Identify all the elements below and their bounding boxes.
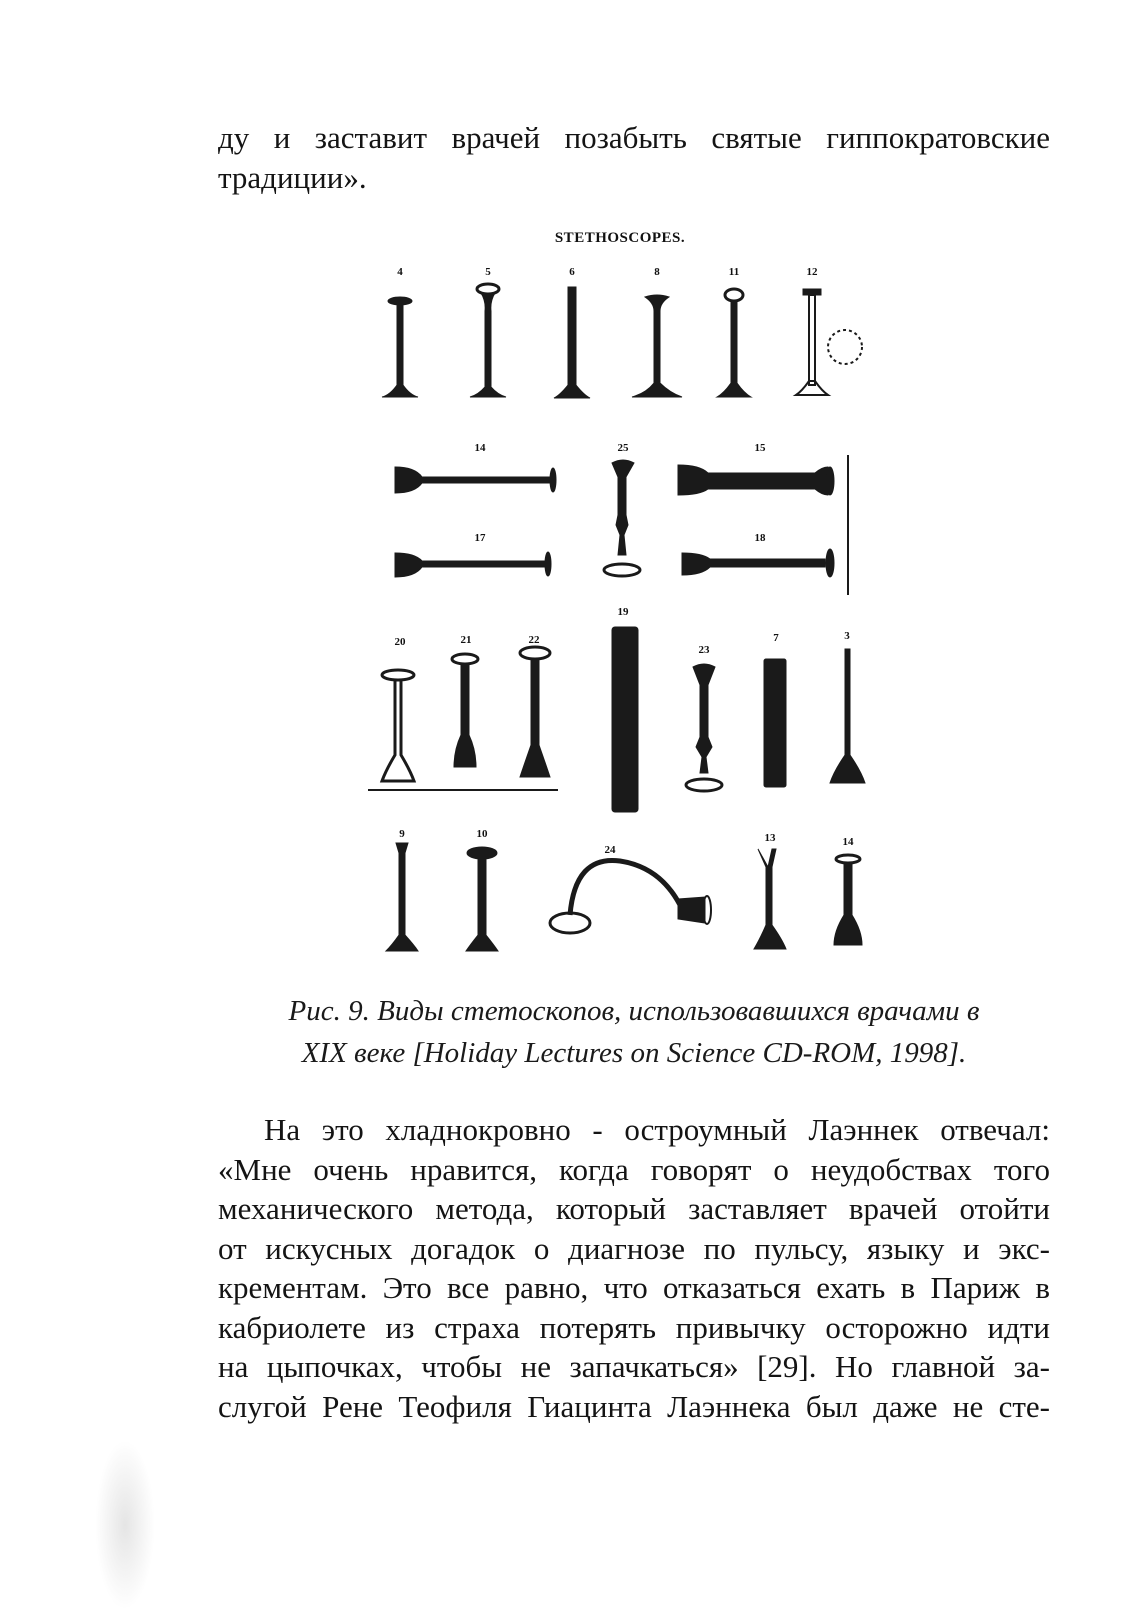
plate-title: STETHOSCOPES.: [554, 230, 686, 246]
stethoscopes-figure: [360, 255, 900, 975]
scan-edge-shadow: [95, 1440, 155, 1610]
stethoscope-12: [796, 289, 862, 395]
stethoscope-6: [554, 287, 590, 398]
stethoscope-4: [382, 297, 418, 397]
stethoscope-25: [604, 460, 640, 576]
specimen-number: 13: [764, 832, 776, 844]
stethoscope-13: [754, 849, 786, 949]
stethoscope-5: [470, 284, 506, 397]
specimen-number: 18: [754, 532, 766, 544]
stethoscope-9: [386, 843, 418, 951]
specimen-number: 24: [604, 844, 616, 856]
text-line: На это хладнокровно - остроумный Лаэннек отвечал:: [264, 1112, 1050, 1147]
specimen-number: 9: [399, 828, 405, 840]
text-line: традиции».: [218, 159, 367, 195]
text-line: от искусных догадок о диагнозе по пульсу, языку и экс-: [218, 1230, 1050, 1266]
stethoscope-3: [830, 649, 865, 783]
specimen-number: 4: [397, 266, 403, 278]
stethoscope-14b: [834, 855, 862, 945]
specimen-number: 14: [842, 836, 854, 848]
specimen-number: 21: [460, 634, 472, 646]
stethoscope-18: [682, 549, 834, 577]
specimen-number: 8: [654, 266, 660, 278]
text-line: кабриолете из страха потерять привычку осторожно идти: [218, 1309, 1050, 1345]
specimen-number: 17: [474, 532, 486, 544]
stethoscope-24: [550, 860, 711, 933]
stethoscope-15: [678, 465, 834, 495]
specimen-number: 10: [476, 828, 488, 840]
specimen-number: 12: [806, 266, 818, 278]
stethoscope-8: [632, 295, 682, 397]
paragraph: [218, 1110, 1050, 1426]
stethoscope-22: [520, 647, 550, 777]
specimen-number: 20: [394, 636, 406, 648]
specimen-number: 14: [474, 442, 486, 454]
caption-line: XIX веке [Holiday Lectures on Science CD-ROM, 1998].: [301, 1037, 967, 1069]
stethoscope-7: [764, 659, 786, 787]
stethoscope-17: [395, 552, 551, 577]
figure-caption: [218, 990, 1050, 1074]
specimen-number: 19: [617, 606, 629, 618]
specimen-number: 6: [569, 266, 575, 278]
stethoscope-23: [686, 664, 722, 791]
caption-line: Рис. 9. Виды стетоскопов, использовавшихся врачами в: [288, 995, 980, 1027]
stethoscope-11: [717, 289, 751, 397]
specimen-number: 11: [728, 266, 740, 278]
specimen-number: 22: [528, 634, 540, 646]
text-line: слугой Рене Теофиля Гиацинта Лаэннека был даже не сте-: [218, 1388, 1050, 1424]
specimen-number: 5: [485, 266, 491, 278]
specimen-number: 7: [773, 632, 779, 644]
text-line: крементам. Это все равно, что отказаться ехать в Париж в: [218, 1270, 1050, 1305]
stethoscope-21: [452, 654, 478, 767]
text-line: ду и заставит врачей позабыть святые гиппократовские: [218, 120, 1050, 155]
text-line: «Мне очень нравится, когда говорят о неудобствах того: [218, 1151, 1050, 1187]
text-line: механического метода, который заставляет врачей отойти: [218, 1191, 1050, 1226]
stethoscope-20: [382, 670, 414, 781]
stethoscope-19: [612, 627, 638, 812]
specimen-number: 3: [844, 630, 850, 642]
text-line: на цыпочках, чтобы не запачкаться» [29]. Но главной за-: [218, 1349, 1050, 1384]
specimen-number: 15: [754, 442, 766, 454]
specimen-number: 25: [617, 442, 629, 454]
stethoscope-14: [395, 467, 556, 493]
stethoscope-10: [466, 847, 498, 951]
paragraph-continued: [218, 118, 1050, 197]
specimen-number: 23: [698, 644, 710, 656]
